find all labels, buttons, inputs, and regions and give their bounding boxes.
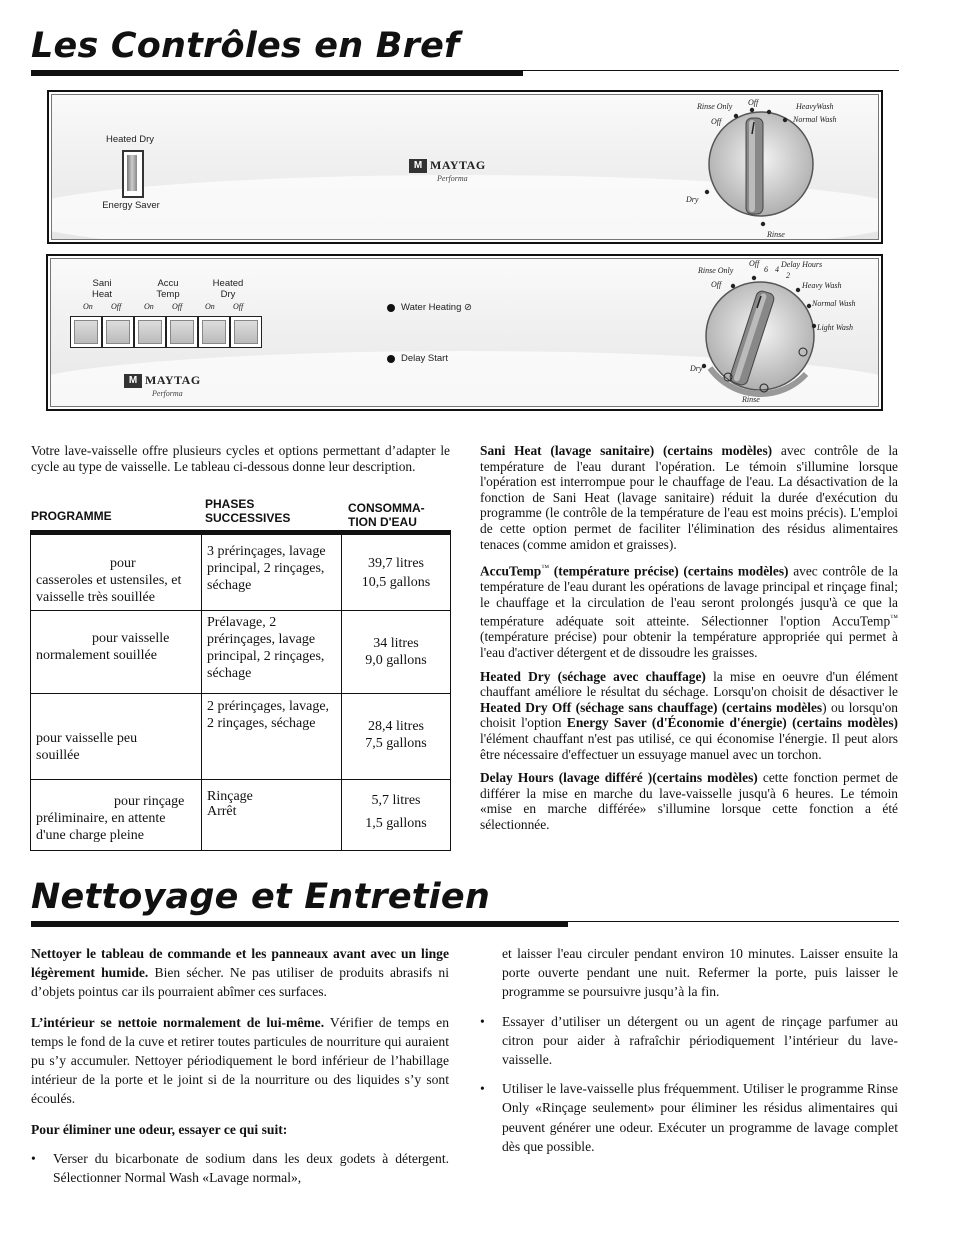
cleaning-panel-paragraph: Nettoyer le tableau de commande et les panneaux avant avec un linge légèrement humide. Bien sécher. Ne pas utiliser de produits abrasifs ni d’objets pointus car ils pourraient abîmer ces surfaces. bbox=[31, 946, 449, 1000]
accu-temp-off-label: Off bbox=[172, 302, 183, 311]
maytag-badge-icon: M bbox=[409, 159, 427, 173]
dial2-label-rinse: Rinse bbox=[742, 395, 760, 404]
accu-temp-label: Accu Temp bbox=[156, 278, 180, 300]
sani-heat-on-label: On bbox=[83, 302, 93, 311]
accu-temp-on-button[interactable] bbox=[134, 316, 166, 348]
heated-dry-on-button[interactable] bbox=[198, 316, 230, 348]
option-button-row bbox=[70, 316, 262, 348]
intro-paragraph: Votre lave-vaisselle offre plusieurs cycles et options permettant d’adapter le cycle au type de vaisselle. Le tableau ci-dessous donne leur description. bbox=[31, 443, 450, 474]
energy-saver-label: Energy Saver bbox=[102, 200, 160, 211]
delay-start-indicator-light bbox=[387, 355, 395, 363]
section-title-controls: Les Contrôles en Bref bbox=[31, 26, 460, 66]
dial1-label-off: Off bbox=[711, 117, 722, 126]
odor-bullet1-continued: et laisser l'eau circuler pendant environ 10 minutes. Laisser ensuite la porte ouverte pendant une nuit. Refermer la porte, puis laisser le programme se poursuivre jusqu’à la fin. bbox=[502, 946, 898, 1000]
water-heating-label: Water Heating ⊘ bbox=[401, 302, 472, 313]
table-cell-phases: 3 prérinçages, lavage principal, 2 rinçages, séchage bbox=[202, 535, 342, 611]
control-panel-1 bbox=[47, 90, 883, 244]
table-header-phases: PHASES SUCCESSIVES bbox=[205, 497, 291, 525]
cleaning-left-column bbox=[31, 944, 449, 1197]
list-item: • Essayer d’utiliser un détergent ou un agent de rinçage parfumer au citron pour aider à rafraîchir périodiquement l’intérieur du lave-vaisselle. bbox=[480, 1012, 898, 1070]
cycle-dial-2[interactable] bbox=[688, 256, 878, 409]
water-heating-indicator-light bbox=[387, 304, 395, 312]
maytag-performa-2: Performa bbox=[152, 389, 183, 398]
dial2-label-rinse-only: Rinse Only bbox=[698, 266, 734, 275]
table-cell-programme: pour casseroles et ustensiles, et vaisselle très souillée bbox=[31, 535, 202, 611]
dial2-label-normal-wash: Normal Wash bbox=[812, 299, 856, 308]
sani-heat-label: Sani Heat bbox=[91, 278, 113, 300]
maytag-performa: Performa bbox=[437, 174, 468, 183]
table-row bbox=[31, 694, 451, 780]
dial1-label-dry: Dry bbox=[686, 195, 699, 204]
cleaning-right-column bbox=[480, 944, 898, 1166]
table-row bbox=[31, 780, 451, 851]
dial1-label-off-top: Off bbox=[748, 98, 759, 107]
dial1-label-normal-wash: Normal Wash bbox=[793, 115, 837, 124]
dial1-label-rinse-only: Rinse Only bbox=[697, 102, 733, 111]
clock-icon: ⊘ bbox=[464, 302, 472, 313]
table-cell-consumption: 5,7 litres 1,5 gallons bbox=[342, 780, 451, 851]
dial2-label-off: Off bbox=[711, 280, 722, 289]
dial2-label-4: 4 bbox=[775, 265, 779, 274]
maytag-badge-icon: M bbox=[124, 374, 142, 388]
dial2-label-heavy-wash: Heavy Wash bbox=[802, 281, 842, 290]
maytag-logo: M MAYTAG bbox=[409, 158, 486, 173]
dial2-label-dry: Dry bbox=[690, 364, 703, 373]
section-title-cleaning: Nettoyage et Entretien bbox=[31, 877, 490, 917]
accutemp-paragraph: AccuTemp™ (température précise) (certains modèles) avec contrôle de la température de l'eau durant les opérations de lavage principal et rinçage final; le chauffage et la circulation de l'eau seront prolongés jusqu'à ce que la température adéquate soit atteinte. Sélectionner l'option AccuTemp™ (température précise) pour obtenir la température appropriée qui permet à l'eau d'activer détergent et de dissoudre les graisses. bbox=[480, 563, 899, 661]
heated-dry-label-2: Heated Dry bbox=[212, 278, 244, 300]
section2-rule-thin bbox=[568, 921, 899, 922]
delay-hours-paragraph: Delay Hours (lavage différé )(certains modèles) cette fonction permet de différer la mise en marche du lave-vaisselle jusqu'à 6 heures. Le témoin «mise en marche différée» s'illumine lorsque cette fonction a été sélectionnée. bbox=[480, 770, 898, 832]
dial2-label-6: 6 bbox=[764, 265, 768, 274]
list-item: • Verser du bicarbonate de sodium dans les deux godets à détergent. Sélectionner Normal Wash «Lavage normal», bbox=[31, 1149, 449, 1187]
accu-temp-off-button[interactable] bbox=[166, 316, 198, 348]
dial2-label-2: 2 bbox=[786, 271, 790, 280]
table-cell-programme: pour vaisselle peu souillée bbox=[31, 694, 202, 780]
table-cell-consumption: 28,4 litres 7,5 gallons bbox=[342, 694, 451, 780]
sani-heat-off-label: Off bbox=[111, 302, 122, 311]
cycle-dial-1[interactable] bbox=[689, 92, 869, 242]
table-cell-programme: pour vaisselle normalement souillée bbox=[31, 611, 202, 694]
control-panel-2 bbox=[46, 254, 883, 411]
odor-heading: Pour éliminer une odeur, essayer ce qui suit: bbox=[31, 1121, 288, 1137]
heated-dry-paragraph: Heated Dry (séchage avec chauffage) la mise en oeuvre d'un élément chauffant améliore le résultat du séchage. Lorsqu'on choisit de désactiver le Heated Dry Off (séchage sans chauffage) (certains modèles) ou lorsqu'on choisit l'option Energy Saver (d'Économie d'énergie) (certains modèles) l'élément chauffant n'est pas utilisé, ce qui économise l'énergie. Il peut alors être nécessaire d'effectuer un essuyage manuel avec un torchon. bbox=[480, 668, 899, 762]
maytag-logo-2: M MAYTAG bbox=[124, 373, 201, 388]
heated-dry-off-label: Off bbox=[233, 302, 244, 311]
heated-dry-label: Heated Dry bbox=[105, 134, 155, 145]
cleaning-interior-paragraph: L’intérieur se nettoie normalement de lui-même. Vérifier de temps en temps le fond de la cuve et retirer toutes particules de nourriture qui auraient pu s’y accumuler. Nettoyer périodiquement le bord inférieur de l’habillage intérieur de la porte et le joint si de la nourriture ou des liquides s’y sont écoulés. bbox=[31, 1014, 449, 1107]
table-cell-phases: Prélavage, 2 prérinçages, lavage principal, 2 rinçages, séchage bbox=[202, 611, 342, 694]
section-rule-thin bbox=[523, 70, 899, 71]
table-row bbox=[31, 535, 451, 611]
list-item: • Utiliser le lave-vaisselle plus fréquemment. Utiliser le programme Rinse Only «Rinçage seulement» pour éliminer les résidus alimentaires qui peuvent générer une odeur. Exécuter un programme de lavage complet dès que possible. bbox=[480, 1079, 898, 1156]
accu-temp-on-label: On bbox=[144, 302, 154, 311]
table-cell-consumption: 39,7 litres 10,5 gallons bbox=[342, 535, 451, 611]
table-header-conso: CONSOMMA- TION D'EAU bbox=[348, 501, 425, 529]
programme-table bbox=[30, 534, 451, 851]
options-column bbox=[480, 443, 898, 841]
dial1-label-rinse: Rinse bbox=[767, 230, 785, 239]
table-cell-phases: 2 prérinçages, lavage, 2 rinçages, séchage bbox=[202, 694, 342, 780]
dial2-label-off-top: Off bbox=[749, 259, 760, 268]
table-header-programme: PROGRAMME bbox=[31, 509, 112, 523]
table-cell-programme: pour rinçage préliminaire, en attente d'une charge pleine bbox=[31, 780, 202, 851]
odor-list bbox=[31, 1149, 449, 1187]
heated-dry-on-label: On bbox=[205, 302, 215, 311]
table-cell-phases: Rinçage Arrêt bbox=[202, 780, 342, 851]
sani-heat-off-button[interactable] bbox=[102, 316, 134, 348]
table-cell-consumption: 34 litres 9,0 gallons bbox=[342, 611, 451, 694]
heated-dry-off-button[interactable] bbox=[230, 316, 262, 348]
dial2-label-light-wash: Light Wash bbox=[817, 323, 853, 332]
sani-heat-on-button[interactable] bbox=[70, 316, 102, 348]
odor-list-continued bbox=[480, 1012, 898, 1156]
table-row bbox=[31, 611, 451, 694]
delay-start-label: Delay Start bbox=[401, 353, 448, 364]
dial2-label-delay-hours: Delay Hours bbox=[781, 260, 823, 269]
section-rule-thick bbox=[31, 70, 523, 76]
sani-heat-paragraph: Sani Heat (lavage sanitaire) (certains modèles) avec contrôle de la température de l'eau durant l'opération. Le témoin s'illumine lorsque l'opération est interrompue pour le chauffage de l'eau. La désactivation de la fonction de Sani Heat (lavage sanitaire) réduit la durée d'exécution du programme (le contrôle de la température de l'eau est moins précis). L'emploi de cette option permet de faciliter l'élimination des résidus alimentaires tenaces (comme amidon et graisses). bbox=[480, 443, 899, 552]
heated-dry-rocker-switch[interactable] bbox=[122, 150, 144, 198]
section2-rule-thick bbox=[31, 921, 568, 927]
dial1-label-heavy-wash: HeavyWash bbox=[796, 102, 834, 111]
